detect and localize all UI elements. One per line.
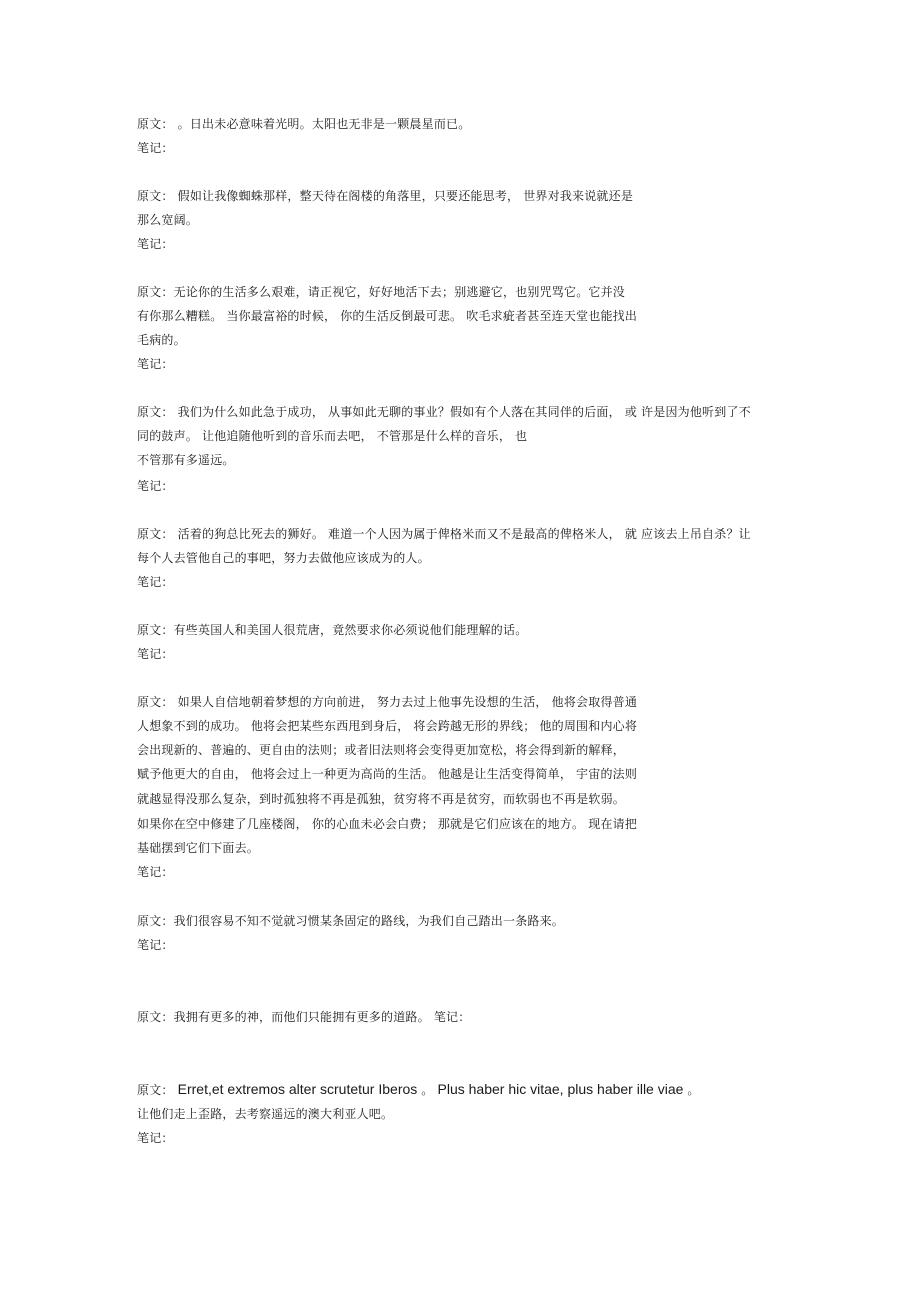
entry-8-note: 笔记： [137,938,174,952]
entry-6-line-1: 原文：有些英国人和美国人很荒唐，竟然要求你必须说他们能理解的话。 [137,623,528,637]
entry-3-line-3: 毛病的。 [137,333,186,347]
entry-7-line-2: 人想象不到的成功。 他将会把某些东西甩到身后， 将会跨越无形的界线； 他的周围和内心将 [137,719,638,733]
entry-7-line-4: 赋予他更大的自由， 他将会过上一种更为高尚的生活。 他越是让生活变得简单， 宇宙的法则 [137,767,638,781]
entry-4-line-3: 不管那有多遥远。 [137,453,235,467]
entry-4-line-1: 原文： 我们为什么如此急于成功， 从事如此无聊的事业？假如有个人落在其同伴的后面， 或 许是因为他听到了不 [137,405,751,419]
entry-2-line-2: 那么宽阔。 [137,213,199,227]
entry-5-line-1: 原文： 活着的狗总比死去的狮好。 难道一个人因为属于俾格米而又不是最高的俾格米人， 就 应该去上吊自杀？让 [137,527,751,541]
entry-1-line-1: 原文： 。日出未必意味着光明。太阳也无非是一颗晨星而已。 [137,117,471,131]
entry-5-line-2: 每个人去管他自己的事吧，努力去做他应该成为的人。 [137,551,430,565]
entry-4-line-2: 同的鼓声。 让他追随他听到的音乐而去吧， 不管那是什么样的音乐， 也 [137,429,528,443]
entry-10-prefix: 原文： [137,1083,174,1097]
entry-4-note: 笔记： [137,479,174,493]
entry-7-line-3: 会出现新的、普遍的、更自由的法则；或者旧法则将会变得更加宽松，将会得到新的解释， [137,743,626,757]
entry-2-line-1: 原文： 假如让我像蜘蛛那样，整天待在阁楼的角落里，只要还能思考， 世界对我来说就还是 [137,189,634,203]
entry-3-line-1: 原文：无论你的生活多么艰难，请正视它，好好地活下去；别逃避它，也别咒骂它。它并没 [137,285,626,299]
entry-8-line-1: 原文：我们很容易不知不觉就习惯某条固定的路线，为我们自己踏出一条路来。 [137,914,565,928]
entry-6-note: 笔记： [137,647,174,661]
entry-7-note: 笔记： [137,865,174,879]
entry-7-line-6: 如果你在空中修建了几座楼阁， 你的心血未必会白费； 那就是它们应该在的地方。 现在请把 [137,817,638,831]
entry-7-line-7: 基础摆到它们下面去。 [137,841,260,855]
entry-10-mid: 。 [417,1083,438,1097]
entry-3-note: 笔记： [137,357,174,371]
entry-2-note: 笔记： [137,237,174,251]
entry-3-line-2: 有你那么糟糕。 当你最富裕的时候， 你的生活反倒最可悲。 吹毛求疵者甚至连天堂也能找出 [137,309,638,323]
entry-5-note: 笔记： [137,575,174,589]
entry-10-latin-1: Erret,et extremos alter scrutetur Iberos [177,1081,418,1097]
entry-7-line-5: 就越显得没那么复杂，到时孤独将不再是孤独，贫穷将不再是贫穷，而软弱也不再是软弱。 [137,792,626,806]
entry-10-line-1 [137,1081,700,1098]
entry-9-line-1: 原文：我拥有更多的神，而他们只能拥有更多的道路。 笔记： [137,1010,471,1024]
entry-10-latin-2: Plus haber hic vitae, plus haber ille viae [437,1081,684,1097]
entry-10-line-2: 让他们走上歪路，去考察遥远的澳大利亚人吧。 [137,1107,394,1121]
entry-10-note: 笔记： [137,1131,174,1145]
entry-10-suffix: 。 [683,1083,700,1097]
entry-1-note: 笔记： [137,141,174,155]
entry-7-line-1: 原文： 如果人自信地朝着梦想的方向前进， 努力去过上他事先设想的生活， 他将会取得普通 [137,695,638,709]
